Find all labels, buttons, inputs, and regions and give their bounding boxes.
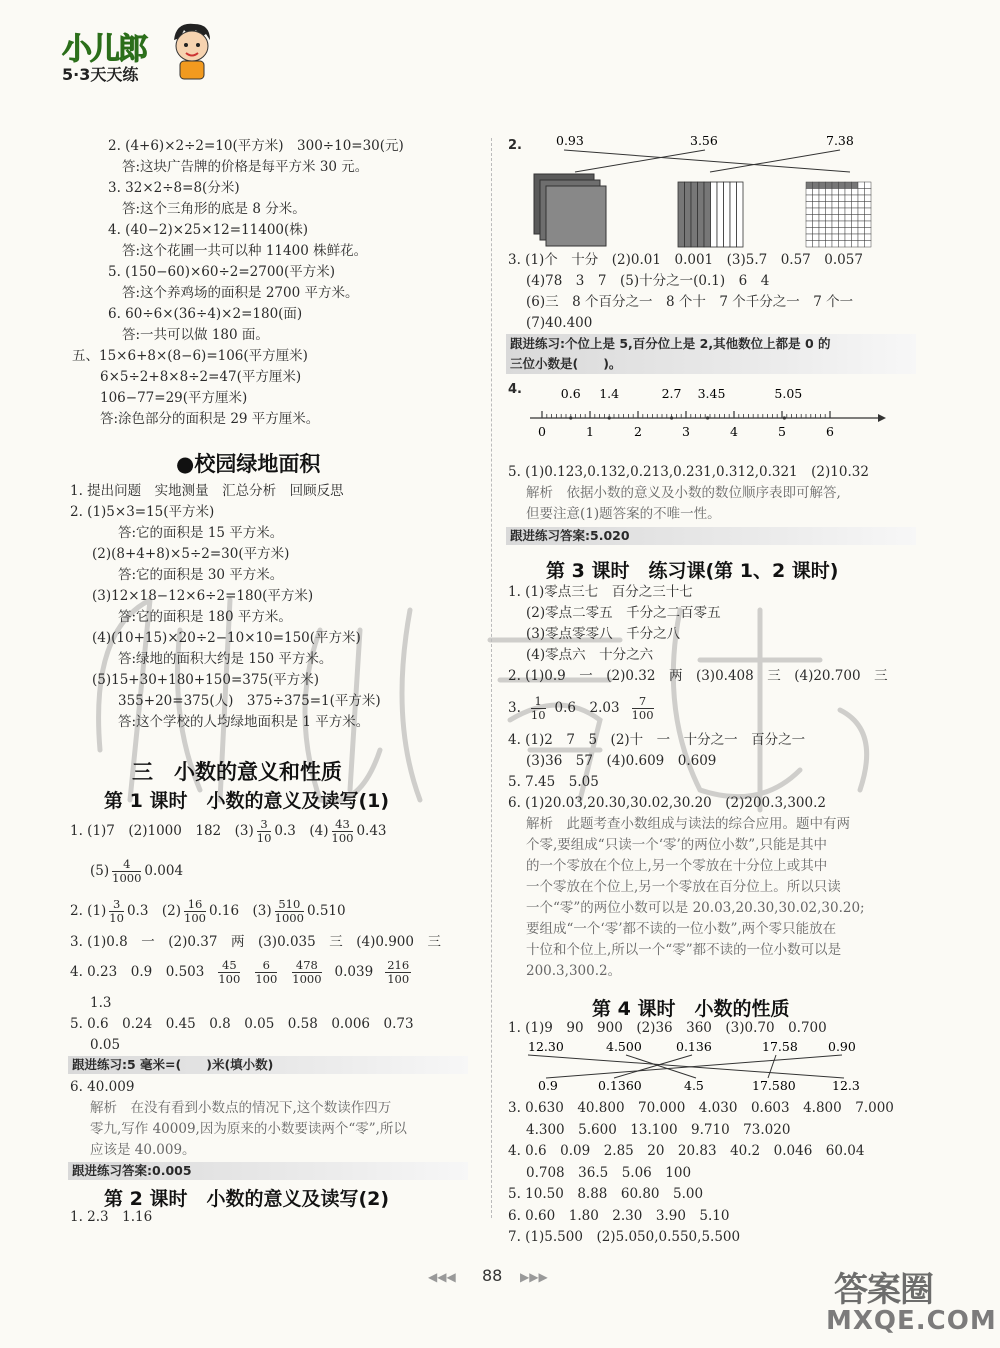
grid-hundred-cell (865, 241, 872, 248)
watermark-site: MXQE.COM (826, 1306, 997, 1336)
grid-hundred-cell (845, 215, 852, 222)
left-answer-line: 五、15×6+8×(8−6)=106(平方厘米) (72, 348, 308, 364)
grid-hundred-cell (865, 189, 872, 196)
number-line-point-label: 3.45 (697, 386, 726, 401)
grid-hundred-cell (852, 208, 859, 215)
grid-hundred-cell (819, 234, 826, 241)
green-area-line: 答:它的面积是 30 平方米。 (118, 567, 284, 583)
match-bottom-1: 0.9 (538, 1078, 558, 1093)
lesson4-answer-line: 6. 0.60 1.80 2.30 3.90 5.10 (508, 1207, 730, 1224)
grid-hundred-cell (813, 202, 820, 209)
grid-hundred-cell (826, 215, 833, 222)
r-q2-label: 2. (508, 138, 522, 153)
followup-bar-2: 跟进练习答案:0.005 (68, 1162, 468, 1180)
grid-hundred-cell (832, 195, 839, 202)
r-q3-line-3: (6)三 8 个百分之一 8 个十 7 个千分之一 7 个一 (526, 294, 854, 310)
page-number: 88 (482, 1266, 503, 1285)
match-top-2: 4.500 (606, 1039, 642, 1054)
grid-hundred-cell (832, 202, 839, 209)
lesson1-q1-part5: (5) $\frac{4}{1000}$ 0.004 (90, 856, 184, 885)
match-label: 7.38 (826, 133, 854, 148)
lesson3-answer-line: 6. (1)20.03,20.30,30.02,30.20 (2)200.3,300.2 (508, 795, 826, 811)
left-answer-line: 106−77=29(平方厘米) (100, 390, 248, 406)
grid-hundred-cell (806, 241, 813, 248)
grid-hundred-cell (806, 228, 813, 235)
match-bottom-4: 17.580 (752, 1078, 796, 1093)
number-line-tick-label: 3 (682, 424, 690, 439)
grid-hundred-cell (858, 208, 865, 215)
number-line-point-label: 2.7 (661, 386, 682, 401)
grid-hundred-cell (819, 221, 826, 228)
lesson3-answer-line: 一个“零”的两位小数可以是 20.03,20.30,30.02,30.20; (526, 900, 865, 916)
lesson4-answer-line: 4.300 5.600 13.100 9.710 73.020 (526, 1121, 791, 1138)
grid-hundred-cell (813, 221, 820, 228)
lesson1-title: 第 1 课时 小数的意义及读写(1) (104, 790, 390, 812)
grid-hundred-cell (865, 182, 872, 189)
followup-bar-3 (506, 334, 916, 374)
lesson4-q1: 1. (1)9 90 900 (2)36 360 (3)0.70 0.700 (508, 1020, 827, 1036)
grid-hundred-cell (826, 228, 833, 235)
lesson1-q4-cont: 1.3 (90, 995, 112, 1011)
grid-hundred-cell (813, 189, 820, 196)
grid-hundred-cell (839, 234, 846, 241)
followup-bar-1: 跟进练习:5 毫米=( )米(填小数) (68, 1056, 468, 1074)
lesson4-answer-line: 3. 0.630 40.800 70.000 4.030 0.603 4.800 7.000 (508, 1100, 894, 1116)
grid-hundred-cell (858, 195, 865, 202)
grid-hundred-cell (852, 215, 859, 222)
grid-hundred-cell (845, 228, 852, 235)
followup-bar-3-line-1: 跟进练习:个位上是 5,百分位上是 2,其他数位上都是 0 的 (510, 336, 831, 351)
lesson3-answer-line: 要组成“一个‘零’都不读的一位小数”,两个零只能放在 (526, 921, 837, 937)
grid-hundred-cell (806, 195, 813, 202)
lesson4-answer-line: 5. 10.50 8.88 60.80 5.00 (508, 1186, 704, 1202)
grid-column-cell (724, 182, 731, 247)
lesson3-line-1: 1. (1)零点三七 百分之三十七 (508, 584, 693, 600)
grid-hundred-cell (845, 234, 852, 241)
watermark-logo: 答案圈 (834, 1270, 933, 1310)
number-line-point (706, 416, 709, 419)
grid-hundred-cell (845, 221, 852, 228)
grid-hundred-cell (865, 208, 872, 215)
grid-hundred-cell (819, 202, 826, 209)
r-q3-line-1: 3. (1)个 十分 (2)0.01 0.001 (3)5.7 0.57 0.057 (508, 252, 863, 268)
grid-column-cell (691, 182, 698, 247)
grid-hundred-cell (858, 182, 865, 189)
number-line-tick-label: 6 (826, 424, 834, 439)
match-label: 3.56 (690, 133, 718, 148)
grid-hundred-cell (845, 182, 852, 189)
left-answer-line: 6. 60÷6×(36÷4)×2=180(面) (108, 306, 303, 322)
number-line-tick-label: 5 (778, 424, 786, 439)
grid-column-cell (685, 182, 692, 247)
lesson1-q5: 5. 0.6 0.24 0.45 0.8 0.05 0.58 0.006 0.73 (70, 1016, 414, 1032)
match-label: 0.93 (556, 133, 584, 148)
lesson2-title: 第 2 课时 小数的意义及读写(2) (104, 1188, 390, 1210)
grid-hundred-cell (852, 234, 859, 241)
column-divider (491, 138, 492, 1218)
green-area-line: 答:这个学校的人均绿地面积是 1 平方米。 (118, 714, 370, 730)
green-area-line: 答:它的面积是 180 平方米。 (118, 609, 292, 625)
grid-hundred-cell (806, 215, 813, 222)
number-line-point-label: 0.6 (560, 386, 581, 401)
logo-subtitle: 5·3天天练 (62, 65, 139, 84)
grid-hundred-cell (813, 208, 820, 215)
lesson1-q6-exp-3: 应该是 40.009。 (90, 1142, 196, 1158)
left-answer-line: 答:这个三角形的底是 8 分米。 (122, 201, 306, 217)
number-line-tick-label: 4 (730, 424, 738, 439)
left-answer-line: 答:一共可以做 180 面。 (122, 327, 269, 343)
grid-hundred-cell (845, 189, 852, 196)
chapter-title: 三 小数的意义和性质 (132, 760, 342, 784)
grid-hundred-cell (832, 208, 839, 215)
grid-hundred-cell (832, 221, 839, 228)
r-q3-line-4: (7)40.400 (526, 315, 593, 331)
lesson4-title: 第 4 课时 小数的性质 (592, 998, 790, 1020)
number-line-point (783, 416, 786, 419)
grid-hundred-cell (832, 182, 839, 189)
lesson1-q2: 2. (1) $\frac{3}{10}$ 0.3 (2) $\frac{16}{100}$ 0.16 (3) $\frac{510}{1000}$ 0.510 (70, 896, 346, 925)
lesson3-answer-line: 十位和个位上,所以一个“零”都不读的一位小数可以是 (526, 942, 842, 958)
r-q5-line-3: 但要注意(1)题答案的不唯一性。 (526, 506, 721, 522)
grid-column-cell (711, 182, 718, 247)
grid-hundred-cell (813, 182, 820, 189)
grid-hundred-cell (852, 195, 859, 202)
number-line-point-label: 1.4 (599, 386, 620, 401)
grid-hundred-cell (826, 182, 833, 189)
grid-hundred-cell (839, 215, 846, 222)
footer-prev-arrows: ◀◀◀ (428, 1270, 456, 1284)
grid-hundred-cell (839, 221, 846, 228)
left-answer-line: 5. (150−60)×60÷2=2700(平方米) (108, 264, 336, 280)
number-line-point (608, 416, 611, 419)
boy-mascot-icon (166, 18, 216, 82)
followup-bar-3-line-2: 三位小数是( )。 (510, 356, 622, 371)
number-line-tick-label: 1 (586, 424, 594, 439)
grid-column-cell (737, 182, 744, 247)
green-area-line: (2)(8+4+8)×5÷2=30(平方米) (92, 546, 290, 562)
left-answer-line: 答:涂色部分的面积是 29 平方厘米。 (100, 411, 320, 427)
grid-hundred-cell (852, 241, 859, 248)
lesson3-answer-line: 一个零放在个位上,另一个零放在百分位上。所以只读 (526, 879, 841, 895)
footer-next-arrows: ▶▶▶ (520, 1270, 548, 1284)
grid-square-hundred (806, 182, 871, 247)
lesson3-answer-line: 个零,要组成“只读一个‘零’的两位小数”,只能是其中 (526, 837, 827, 853)
grid-hundred-cell (865, 221, 872, 228)
grid-hundred-cell (839, 189, 846, 196)
green-area-line: 答:绿地的面积大约是 150 平方米。 (118, 651, 333, 667)
lesson3-line-3: (3)零点零零八 千分之八 (526, 626, 681, 642)
grid-hundred-cell (839, 202, 846, 209)
grid-hundred-cell (819, 215, 826, 222)
grid-hundred-cell (813, 215, 820, 222)
left-answer-line: 2. (4+6)×2÷2=10(平方米) 300÷10=30(元) (108, 138, 404, 154)
grid-hundred-cell (865, 234, 872, 241)
green-area-line: 2. (1)5×3=15(平方米) (70, 504, 215, 520)
grid-hundred-cell (852, 202, 859, 209)
number-line-tick-label: 0 (538, 424, 546, 439)
grid-hundred-cell (858, 202, 865, 209)
grid-hundred-cell (839, 208, 846, 215)
section-title-green-area: ●校园绿地面积 (176, 452, 321, 476)
grid-hundred-cell (806, 182, 813, 189)
grid-hundred-cell (813, 241, 820, 248)
grid-hundred-cell (826, 195, 833, 202)
grid-hundred-cell (852, 189, 859, 196)
grid-hundred-cell (826, 221, 833, 228)
left-answer-line: 6×5÷2+8×8÷2=47(平方厘米) (100, 369, 302, 385)
green-area-line: 1. 提出问题 实地测量 汇总分析 回顾反思 (70, 483, 344, 499)
grid-hundred-cell (832, 215, 839, 222)
grid-hundred-cell (819, 189, 826, 196)
matching-diagram (520, 130, 880, 255)
grid-column-cell (730, 182, 737, 247)
lesson3-answer-line: 5. 7.45 5.05 (508, 774, 599, 790)
grid-hundred-cell (832, 189, 839, 196)
lesson3-answer-line: 4. (1)2 7 5 (2)十 一 十分之一 百分之一 (508, 732, 806, 748)
grid-hundred-cell (858, 189, 865, 196)
grid-hundred-cell (806, 234, 813, 241)
number-line-tick-label: 2 (634, 424, 642, 439)
green-area-line: (4)(10+15)×20÷2−10×10=150(平方米) (92, 630, 361, 646)
match-top-5: 0.90 (828, 1039, 856, 1054)
grid-hundred-cell (832, 228, 839, 235)
grid-hundred-cell (832, 241, 839, 248)
grid-hundred-cell (826, 189, 833, 196)
r-q4-label: 4. (508, 382, 522, 397)
left-answer-line: 4. (40−2)×25×12=11400(株) (108, 222, 309, 238)
grid-hundred-cell (826, 241, 833, 248)
grid-column-cell (678, 182, 685, 247)
grid-column-cell (704, 182, 711, 247)
grid-hundred-cell (832, 234, 839, 241)
left-answer-line: 答:这个养鸡场的面积是 2700 平方米。 (122, 285, 359, 301)
green-area-line: (3)12×18−12×6÷2=180(平方米) (92, 588, 314, 604)
green-area-line: 答:它的面积是 15 平方米。 (118, 525, 284, 541)
r-q5-line-1: 5. (1)0.123,0.132,0.213,0.231,0.312,0.321 (2)10.32 (508, 464, 869, 480)
lesson3-answer-line: 解析 此题考查小数组成与读法的综合应用。题中有两 (526, 816, 850, 832)
r-q3-line-2: (4)78 3 7 (5)十分之一(0.1) 6 4 (526, 273, 770, 289)
green-area-line: (5)15+30+180+150=375(平方米) (92, 672, 320, 688)
grid-hundred-cell (845, 208, 852, 215)
r-q5-line-2: 解析 依据小数的意义及小数的数位顺序表即可解答, (526, 485, 841, 501)
grid-hundred-cell (852, 228, 859, 235)
lesson3-q3: 3. $\frac{1}{10}$ 0.6 2.03 $\frac{7}{100}$ (508, 693, 654, 722)
match-top-1: 12.30 (528, 1039, 564, 1054)
grid-hundred-cell (858, 215, 865, 222)
grid-hundred-cell (865, 202, 872, 209)
lesson4-answer-line: 4. 0.6 0.09 2.85 20 20.83 40.2 0.046 60.04 (508, 1143, 865, 1159)
grid-hundred-cell (826, 202, 833, 209)
number-line (520, 382, 900, 442)
lesson1-q5-cont: 0.05 (90, 1037, 121, 1053)
grid-hundred-cell (845, 202, 852, 209)
logo (56, 18, 216, 82)
lesson2-q1: 1. 2.3 1.16 (70, 1209, 153, 1225)
grid-hundred-cell (865, 215, 872, 222)
left-answer-line: 答:这个花圃一共可以种 11400 株鲜花。 (122, 243, 368, 259)
number-line-point (569, 416, 572, 419)
grid-hundred-cell (839, 228, 846, 235)
lesson4-answer-line: 7. (1)5.500 (2)5.050,0.550,5.500 (508, 1229, 741, 1245)
number-line-point-label: 5.05 (774, 386, 803, 401)
lesson1-q3: 3. (1)0.8 一 (2)0.37 两 (3)0.035 三 (4)0.900 三 (70, 934, 441, 950)
lesson3-title: 第 3 课时 练习课(第 1、2 课时) (546, 560, 839, 582)
green-area-line: 355+20=375(人) 375÷375=1(平方米) (118, 693, 381, 709)
grid-hundred-cell (852, 182, 859, 189)
lesson3-line-4: (4)零点六 十分之六 (526, 647, 654, 663)
grid-hundred-cell (806, 189, 813, 196)
lesson3-answer-line: 200.3,300.2。 (526, 963, 622, 979)
grid-hundred-cell (806, 208, 813, 215)
number-line-point (670, 416, 673, 419)
grid-hundred-cell (813, 195, 820, 202)
lesson3-answer-line: 的一个零放在个位上,另一个零放在十分位上或其中 (526, 858, 828, 874)
matching-lines-q2 (506, 1036, 906, 1096)
grid-hundred-cell (819, 195, 826, 202)
grid-hundred-cell (826, 208, 833, 215)
grid-hundred-cell (858, 228, 865, 235)
lesson1-q1: 1. (1)7 (2)1000 182 (3) $\frac{3}{10}$ 0.3 (4) $\frac{43}{100}$ 0.43 (70, 816, 387, 845)
match-top-4: 17.58 (762, 1039, 798, 1054)
grid-hundred-cell (839, 241, 846, 248)
grid-hundred-cell (845, 195, 852, 202)
logo-text: 小儿郎 (62, 32, 146, 67)
grid-hundred-cell (852, 221, 859, 228)
grid-hundred-cell (813, 228, 820, 235)
grid-hundred-cell (806, 221, 813, 228)
grid-hundred-cell (839, 182, 846, 189)
grid-hundred-cell (845, 241, 852, 248)
lesson1-q4: 4. 0.23 0.9 0.503 $\frac{45}{100}$ $\frac{6}{100}$ $\frac{478}{1000}$ 0.039 $\frac{216}{100}$ (70, 957, 410, 986)
grid-hundred-cell (819, 208, 826, 215)
grid-column-cell (717, 182, 724, 247)
left-answer-line: 3. 32×2÷8=8(分米) (108, 180, 240, 196)
grid-column-cell (698, 182, 705, 247)
followup-bar-4: 跟进练习答案:5.020 (506, 527, 916, 545)
lesson3-line-2: (2)零点二零五 千分之二百零五 (526, 605, 721, 621)
grid-square-columns (678, 182, 743, 247)
match-bottom-5: 12.3 (832, 1078, 860, 1093)
lesson3-answer-line: (3)36 57 (4)0.609 0.609 (526, 753, 717, 769)
match-top-3: 0.136 (676, 1039, 712, 1054)
grid-hundred-cell (865, 195, 872, 202)
grid-square-stack (534, 174, 606, 246)
match-bottom-2: 0.1360 (598, 1078, 642, 1093)
grid-hundred-cell (806, 202, 813, 209)
grid-hundred-cell (819, 228, 826, 235)
match-bottom-3: 4.5 (684, 1078, 704, 1093)
lesson1-q6-exp-2: 零九,写作 40009,因为原来的小数要读两个“零”,所以 (90, 1121, 407, 1137)
grid-hundred-cell (819, 182, 826, 189)
grid-hundred-cell (819, 241, 826, 248)
left-answer-line: 答:这块广告牌的价格是每平方米 30 元。 (122, 159, 369, 175)
lesson1-q6-exp-1: 解析 在没有看到小数点的情况下,这个数读作四万 (90, 1100, 392, 1116)
grid-hundred-cell (865, 228, 872, 235)
lesson4-answer-line: 0.708 36.5 5.06 100 (526, 1164, 692, 1181)
grid-hundred-cell (813, 234, 820, 241)
grid-hundred-cell (858, 234, 865, 241)
grid-hundred-cell (826, 234, 833, 241)
grid-hundred-cell (858, 221, 865, 228)
lesson1-q6: 6. 40.009 (70, 1079, 135, 1095)
grid-hundred-cell (839, 195, 846, 202)
lesson3-line-5: 2. (1)0.9 一 (2)0.32 两 (3)0.408 三 (4)20.700 三 (508, 668, 888, 684)
grid-hundred-cell (858, 241, 865, 248)
